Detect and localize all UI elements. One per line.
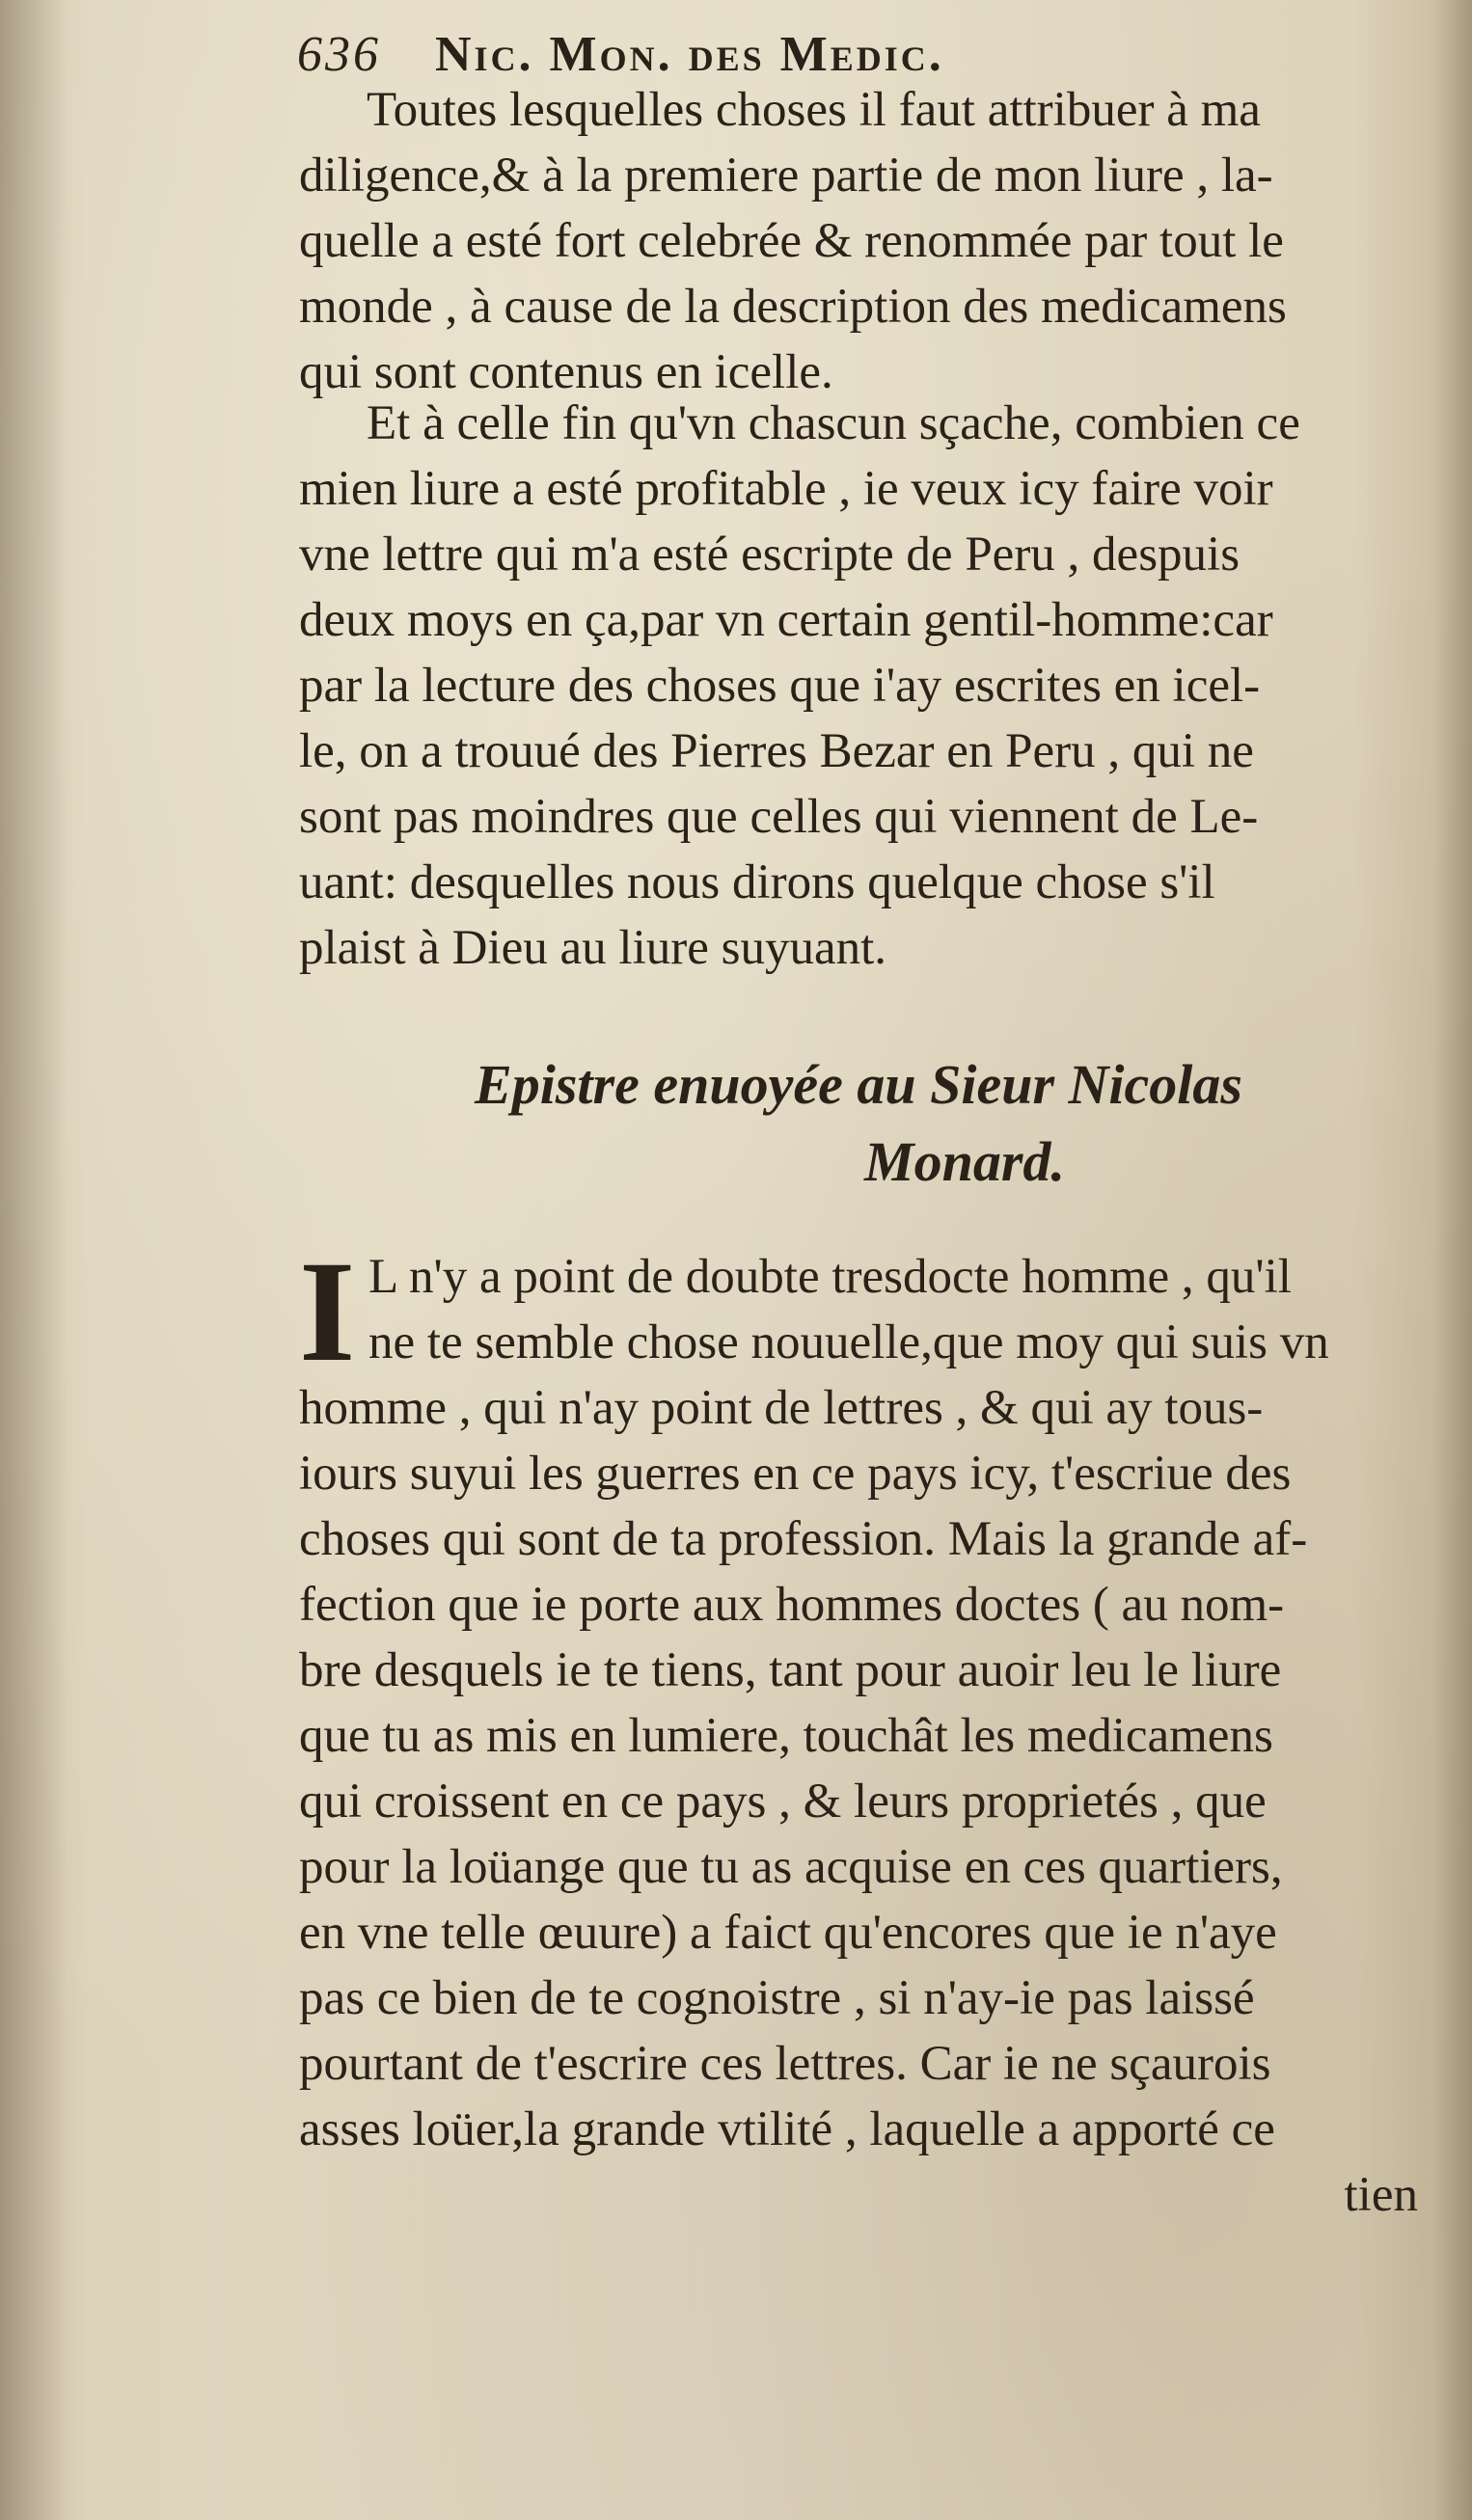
epistle-heading [299,1046,1418,1201]
text-line: mien liure a esté profitable , ie veux icy faire voir [299,462,1273,516]
text-line: ne te semble chose nouuelle,que moy qui suis vn [368,1315,1329,1369]
text-line: iours suyui les guerres en ce pays icy, t'escriue des [299,1447,1292,1501]
letter-body [299,1232,1418,2228]
text-line: qui sont contenus en icelle. [299,345,833,399]
text-line: bre desquels ie te tiens, tant pour auoir leu le liure [299,1643,1282,1697]
heading-line-2: Monard. [864,1130,1065,1193]
text-line: qui croissent en ce pays , & leurs proprietés , que [299,1775,1267,1829]
text-line: uant: desquelles nous dirons quelque chose s'il [299,855,1215,909]
text-line: pour la loüange que tu as acquise en ces quartiers, [299,1840,1283,1894]
text-line: par la lecture des choses que i'ay escrites en icel- [299,659,1261,713]
text-line: le, on a trouué des Pierres Bezar en Peru , qui ne [299,724,1254,778]
paragraph-2 [299,391,1418,981]
text-line: diligence,& à la premiere partie de mon liure , la- [299,149,1273,203]
text-line: en vne telle œuure) a faict qu'encores que ie n'aye [299,1906,1277,1960]
text-line: fection que ie porte aux hommes doctes ( au nom- [299,1578,1285,1632]
text-line: monde , à cause de la description des medicamens [299,280,1287,334]
text-line: vne lettre qui m'a esté escripte de Peru , despuis [299,528,1240,582]
text-line: que tu as mis en lumiere, touchât les medicamens [299,1709,1273,1763]
text-line: plaist à Dieu au liure suyuant. [299,921,887,975]
page-edge-shadow [1433,0,1472,2520]
drop-cap: I [299,1232,356,1392]
text-line: pas ce bien de te cognoistre , si n'ay-ie pas laissé [299,1971,1255,2025]
text-line: asses loüer,la grande vtilité , laquelle a apporté ce [299,2102,1275,2156]
gutter-shadow [0,0,68,2520]
heading-line-1: Epistre enuoyée au Sieur Nicolas [475,1053,1242,1116]
text-line: sont pas moindres que celles qui viennent de Le- [299,790,1259,844]
paragraph-1 [299,77,1418,405]
text-line: Toutes lesquelles choses il faut attribuer à ma [367,83,1261,137]
text-line: deux moys en ça,par vn certain gentil-homme:car [299,593,1273,647]
text-line: L n'y a point de doubte tresdocte homme , qu'il [368,1250,1292,1304]
text-line: choses qui sont de ta profession. Mais la grande af- [299,1512,1308,1566]
text-line: pourtant de t'escrire ces lettres. Car ie ne sçaurois [299,2037,1271,2091]
text-line: quelle a esté fort celebrée & renommée par tout le [299,214,1284,268]
running-title: Nic. Mon. des Medic. [435,27,944,82]
catchword: tien [1344,2168,1418,2222]
page-number: 636 [297,27,381,82]
text-line: Et à celle fin qu'vn chascun sçache, combien ce [367,396,1300,450]
text-line: homme , qui n'ay point de lettres , & qui ay tous- [299,1381,1264,1435]
